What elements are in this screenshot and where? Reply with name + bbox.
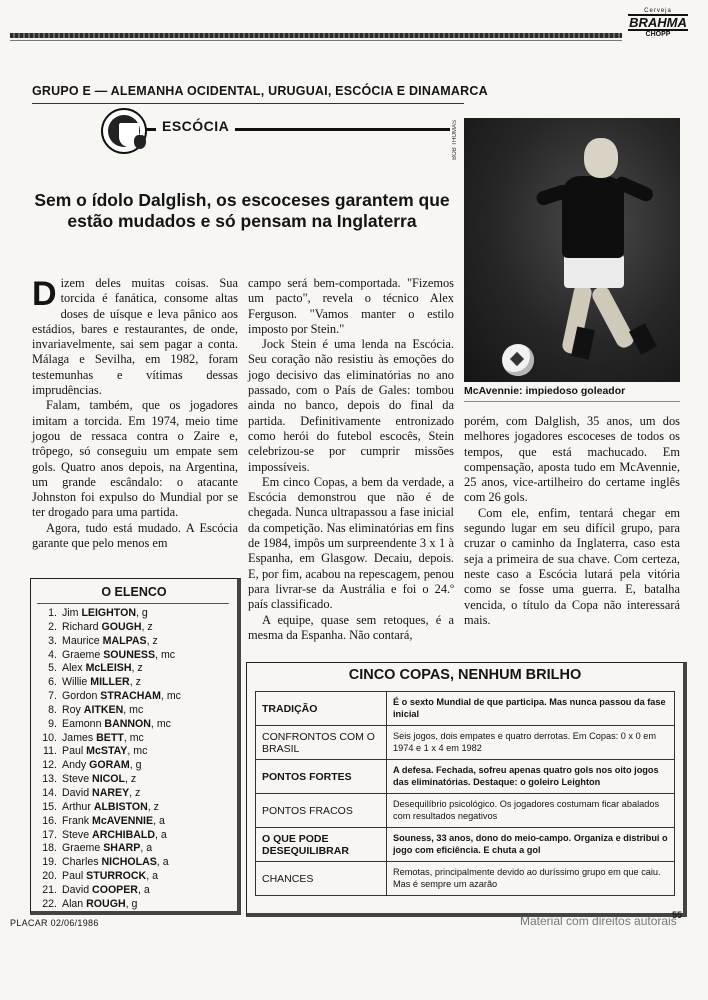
player-photo: [464, 118, 680, 382]
copas-key: PONTOS FRACOS: [256, 794, 387, 828]
copas-value: É o sexto Mundial de que participa. Mas nunca passou da fase inicial: [387, 692, 675, 726]
copas-value: Seis jogos, dois empates e quatro derrotas. Em Copas: 0 x 0 em 1974 e 1 x 4 em 1982: [387, 726, 675, 760]
article-paragraph: Jock Stein é uma lenda na Escócia. Seu coração não resistiu às emoções do jogo decisivo das eliminatórias no ano passado, com o País de Gales: tombou ainda no banco, depois do final da partida. Definitivamente entronizado como herói do futebol escocês, Stein celebrizou-se por cumprir missões impossíveis.: [248, 337, 454, 474]
elenco-box: [30, 578, 241, 915]
player-item: 11. Paul McSTAY, mc: [43, 745, 148, 758]
headline: Sem o ídolo Dalglish, os escoceses garantem que estão mudados e só pensam na Inglaterra: [34, 190, 450, 231]
copas-value: Remotas, principalmente devido ao duríssimo grupo em que caiu. Mas é sempre um azarão: [387, 862, 675, 896]
copas-key: PONTOS FORTES: [256, 760, 387, 794]
article-paragraph: A equipe, quase sem retoques, é a mesma da Espanha. Não contará,: [248, 612, 454, 642]
copas-key: CONFRONTOS COM O BRASIL: [256, 726, 387, 760]
player-item: 9. Eamonn BANNON, mc: [48, 717, 171, 730]
copas-key: O QUE PODE DESEQUILIBRAR: [256, 828, 387, 862]
player-item: 5. Alex McLEISH, z: [48, 662, 143, 675]
article-paragraph: Agora, tudo está mudado. A Escócia garante que pelo menos em: [32, 520, 238, 551]
football-icon: [502, 344, 534, 376]
copas-key: CHANCES: [256, 862, 387, 896]
group-rule: [32, 103, 464, 104]
copas-row: [256, 828, 675, 862]
player-item: 16. Frank McAVENNIE, a: [42, 814, 165, 827]
copas-row: [256, 692, 675, 726]
copas-row: [256, 760, 675, 794]
copas-row: [256, 726, 675, 760]
player-item: 3. Maurice MALPAS, z: [48, 634, 158, 647]
copas-value: A defesa. Fechada, sofreu apenas quatro gols nos oito jogos das eliminatórias. Destaque: o goleiro Leighton: [387, 760, 675, 794]
player-item: 8. Roy AITKEN, mc: [48, 703, 144, 716]
top-rule-thin: [10, 40, 622, 41]
page-number: 55: [672, 910, 683, 920]
brand-sub: CHOPP: [645, 31, 671, 38]
player-item: 15. Arthur ALBISTON, z: [42, 800, 159, 813]
player-item: 12. Andy GORAM, g: [42, 759, 142, 772]
article-paragraph: Com ele, enfim, tentará chegar em segundo lugar em seu difícil grupo, para cruzar o caminho da Inglaterra, caso esta seja a primeira de sua chave. Com certeza, neste caso a Escócia lutará pela vitória como se fosse uma guerra. E, batalha vencida, o título da Copa não interessará mais.: [464, 505, 680, 627]
player-item: 7. Gordon STRACHAM, mc: [48, 690, 181, 703]
copas-value: Desequilíbrio psicológico. Os jogadores costumam ficar abalados com resultados negativos: [387, 794, 675, 828]
copas-key: TRADIÇÃO: [256, 692, 387, 726]
article-paragraph: Dizem deles muitas coisas. Sua torcida é fanática, consome altas doses de uísque e leva pânico aos estádios, bares e restaurantes, de onde, invariavelmente, sai sem pagar a conta. Málaga e Sevilha, em 1982, foram testemunhas e vítimas dessas imprudências.: [32, 275, 238, 398]
top-rule: [10, 33, 622, 38]
player-item: 13. Steve NICOL, z: [42, 773, 137, 786]
article-paragraph: porém, com Dalglish, 35 anos, um dos melhores jogadores escoceses de todos os tempos, que está machucado. Em compensação, aposta tudo em McAvennie, 25 anos, vice-artilheiro do certame inglês com 26 gols.: [464, 414, 680, 505]
article-column-2: [248, 276, 454, 643]
player-item: 22. Alan ROUGH, g: [42, 897, 138, 910]
brahma-logo: [628, 2, 688, 42]
copas-table: [255, 691, 675, 896]
photo-credit: BOB THOMAS: [452, 120, 458, 160]
player-item: 4. Graeme SOUNESS, mc: [48, 648, 176, 661]
copas-row: [256, 862, 675, 896]
player-item: 6. Willie MILLER, z: [48, 676, 141, 689]
footer-watermark: Material com direitos autorais: [520, 914, 677, 928]
elenco-title: O ELENCO: [101, 585, 167, 599]
player-item: 19. Charles NICHOLAS, a: [42, 856, 169, 869]
article-column-1: [32, 276, 238, 551]
copas-value: Souness, 33 anos, dono do meio-campo. Organiza e distribui o jogo com eficiência. E chuta a gol: [387, 828, 675, 862]
article-paragraph: Em cinco Copas, a bem da verdade, a Escócia demonstrou que não é de chegada. Nunca ultrapassou a fase inicial da competição. Nas eliminatórias em fins de 1984, impôs um surpreendente 3 x 1 à Espanha, em Glasgow. Decaiu, depois. E, por fim, acabou na repescagem, penou para livrar-se da Austrália e foi o 24.º país classificado.: [248, 474, 454, 612]
article-paragraph: campo será bem-comportada. "Fizemos um pacto", revela o técnico Alex Ferguson. "Vamos manter o estilo imposto por Stein.": [248, 276, 454, 336]
copas-row: [256, 794, 675, 828]
player-item: 18. Graeme SHARP, a: [42, 842, 153, 855]
player-list: [39, 607, 231, 912]
copas-box: [246, 662, 687, 917]
player-item: 2. Richard GOUGH, z: [48, 620, 153, 633]
caption-rule: [464, 401, 680, 402]
section-label: ESCÓCIA: [156, 118, 235, 134]
player-item: 10. James BETT, mc: [42, 731, 144, 744]
footer-issue: PLACAR 02/06/1986: [10, 918, 99, 928]
player-item: 20. Paul STURROCK, a: [42, 870, 158, 883]
player-item: 1. Jim LEIGHTON, g: [48, 607, 148, 619]
dropcap: D: [32, 275, 57, 313]
scotland-crest-icon: [101, 108, 147, 154]
photo-caption: McAvennie: impiedoso goleador: [464, 385, 626, 397]
player-item: 21. David COOPER, a: [42, 883, 150, 896]
article-paragraph: Falam, também, que os jogadores imitam a torcida. Em 1974, meio time jogou de ressaca contra o Zaire e, trôpego, só conseguiu um empate sem gols. Quatro anos depois, na Argentina, um grande escândalo: o atacante Johnston foi expulso do Mundial por se ter drogado para uma partida.: [32, 398, 238, 520]
brand-small: Cerveja: [644, 8, 672, 14]
player-item: 14. David NAREY, z: [42, 786, 141, 799]
article-column-3: [464, 414, 680, 628]
brand-name: BRAHMA: [629, 15, 687, 30]
group-line: GRUPO E — ALEMANHA OCIDENTAL, URUGUAI, ESCÓCIA E DINAMARCA: [32, 84, 488, 98]
copas-title: CINCO COPAS, NENHUM BRILHO: [348, 667, 582, 683]
player-item: 17. Steve ARCHIBALD, a: [42, 828, 167, 841]
